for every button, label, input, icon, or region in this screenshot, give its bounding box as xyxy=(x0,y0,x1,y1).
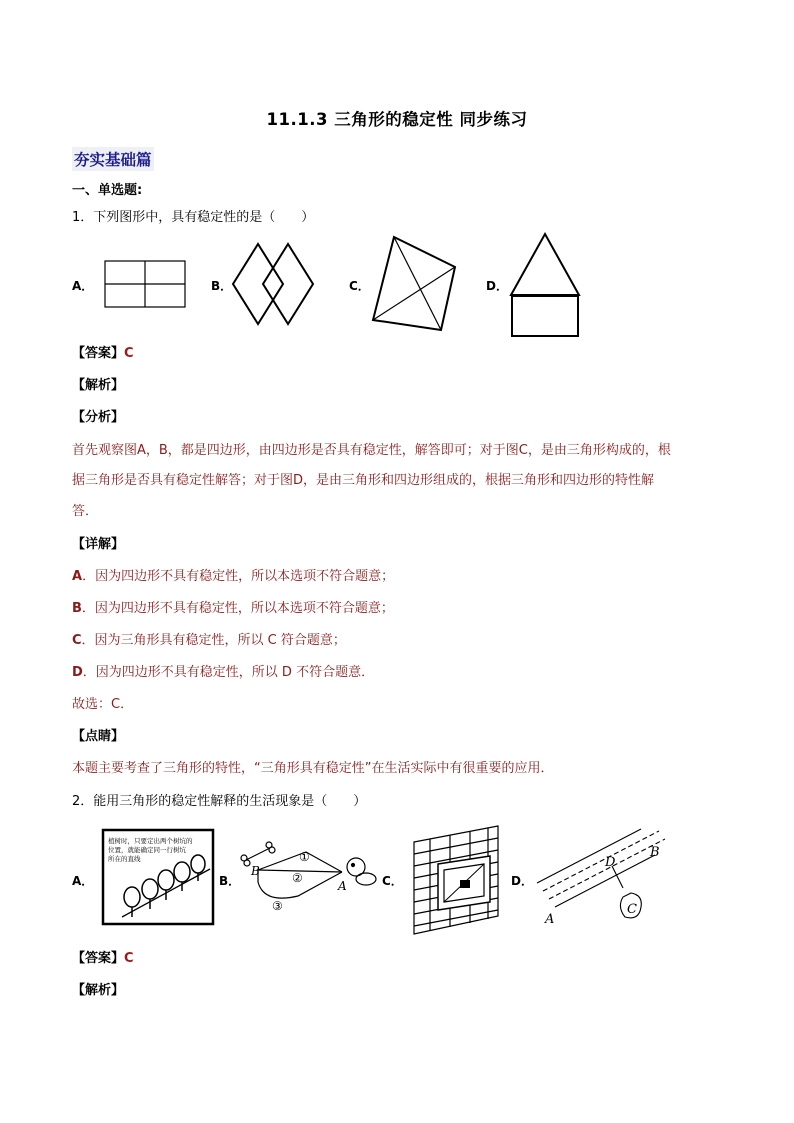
q1-analysis-line-2: 据三角形是否具有稳定性解答；对于图D，是由三角形和四边形组成的，根据三角形和四边形的特性解 xyxy=(72,473,655,488)
q1-detail-b: B．因为四边形不具有稳定性，所以本选项不符合题意； xyxy=(72,601,394,616)
q2-figure-d-label-a: A xyxy=(545,912,555,927)
q1-option-d-label: D． xyxy=(486,279,508,293)
q2-figure-b-label-a: A xyxy=(338,879,347,893)
q2-figure-d-river xyxy=(535,825,675,929)
q1-analysis-line-3: 答． xyxy=(72,504,99,519)
q2-jiexi-label: 【解析】 xyxy=(72,983,125,998)
q2-option-d-label: D． xyxy=(511,874,533,888)
q1-detail-a: A．因为四边形不具有稳定性，所以本选项不符合题意； xyxy=(72,569,395,584)
q1-figure-a xyxy=(104,260,186,308)
q1-comment: 本题主要考查了三角形的特性，“三角形具有稳定性”在生活实际中有很重要的应用． xyxy=(72,761,554,776)
q1-option-c-label: C． xyxy=(349,279,370,293)
q1-figure-d xyxy=(508,232,582,338)
q1-detail-d: D．因为四边形不具有稳定性，所以 D 不符合题意． xyxy=(72,665,375,680)
q2-figure-d-label-c: C xyxy=(627,902,637,917)
q1-stem: 1．下列图形中，具有稳定性的是（ ） xyxy=(72,210,315,225)
q2-option-a-label: A． xyxy=(72,874,94,888)
q2-figure-b-label-b: B xyxy=(251,864,260,878)
q2-figure-d-label-b: B xyxy=(650,845,660,860)
page-title: 11.1.3 三角形的稳定性 同步练习 xyxy=(266,110,528,129)
q1-dianjing-label: 【点睛】 xyxy=(72,729,125,744)
q1-figure-c xyxy=(371,235,457,333)
q1-jiexi-label: 【解析】 xyxy=(72,378,125,393)
q2-stem: 2．能用三角形的稳定性解释的生活现象是（ ） xyxy=(72,794,367,809)
q1-choose: 故选：C． xyxy=(72,697,134,712)
q2-figure-a-tree-planting xyxy=(102,829,214,925)
q1-answer: 【答案】C xyxy=(72,346,134,361)
q1-analysis-line-1: 首先观察图A，B，都是四边形，由四边形是否具有稳定性，解答即可；对于图C，是由三角形构成的，根 xyxy=(72,443,671,458)
q2-option-b-label: B． xyxy=(219,874,241,888)
q1-detail-c: C．因为三角形具有稳定性，所以 C 符合题意； xyxy=(72,633,346,648)
q2-figure-b-label-3: ③ xyxy=(272,899,283,913)
q1-option-b-label: B． xyxy=(211,279,233,293)
q1-option-a-label: A． xyxy=(72,279,94,293)
q2-figure-d-label-d: D xyxy=(605,855,616,870)
q2-figure-b-label-1: ① xyxy=(299,850,310,864)
section-heading: 夯实基础篇 xyxy=(72,147,154,171)
q2-option-c-label: C． xyxy=(382,874,403,888)
q2-figure-a-text-1: 植树时，只要定出两个树坑的 xyxy=(108,837,193,845)
q2-figure-c-wall-shelf xyxy=(410,824,504,936)
q2-figure-b-label-2: ② xyxy=(292,871,303,885)
q2-figure-a-text-2: 位置，就能确定同一行树坑 xyxy=(108,846,186,854)
q2-answer: 【答案】C xyxy=(72,951,134,966)
q2-figure-b-dog-bone xyxy=(238,842,378,912)
q1-figure-b xyxy=(232,242,314,326)
q1-fenxi-label: 【分析】 xyxy=(72,410,125,425)
q1-xiangjie-label: 【详解】 xyxy=(72,537,125,552)
q2-figure-a-text-3: 所在的直线 xyxy=(108,855,141,863)
part-heading: 一、单选题: xyxy=(72,183,143,198)
